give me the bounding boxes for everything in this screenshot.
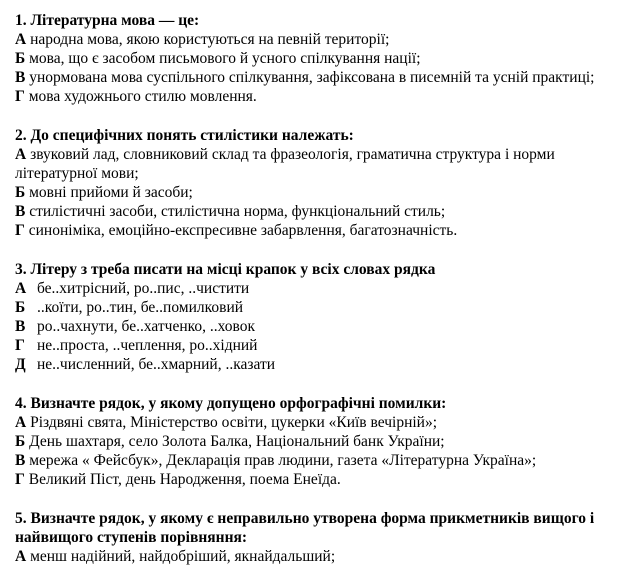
question-1	[15, 11, 625, 106]
option-text: унормована мова суспільного спілкування, зафіксована в писемній та усній практиці;	[25, 69, 595, 86]
option-letter: Б	[15, 433, 26, 450]
question-title: 1. Літературна мова — це:	[15, 12, 200, 29]
option-letter: Г	[15, 337, 25, 354]
option-letter: Г	[15, 222, 25, 239]
option-letter: Б	[15, 50, 26, 67]
answer-option	[15, 279, 625, 298]
option-letter: Д	[15, 356, 26, 373]
answer-option	[15, 68, 625, 87]
question-title: 5. Визначте рядок, у якому є неправильно утворена форма прикметників вищого і найвищого ступенів порівняння:	[15, 510, 595, 546]
answer-option	[15, 413, 625, 432]
question-title: 2. До специфічних понять стилістики належать:	[15, 127, 354, 144]
option-text: менш надійний, найдобріший, якнайдальший;	[26, 548, 336, 565]
option-text: не..численний, бе..хмарний, ..казати	[37, 356, 276, 373]
answer-option	[15, 355, 625, 374]
answer-option	[15, 470, 625, 489]
question-4	[15, 394, 625, 489]
option-letter: А	[15, 280, 27, 297]
option-letter: Б	[15, 299, 26, 316]
answer-option	[15, 87, 625, 106]
option-text: синоніміка, емоційно-експресивне забарвлення, багатозначність.	[24, 222, 458, 239]
question-5	[15, 509, 625, 566]
answer-option	[15, 49, 625, 68]
answer-option	[15, 317, 625, 336]
option-text: ..коїти, ро..тин, бе..помилковий	[37, 299, 244, 316]
option-letter: А	[15, 31, 27, 48]
option-letter: В	[15, 203, 26, 220]
answer-option	[15, 432, 625, 451]
option-letter: А	[15, 146, 27, 163]
option-letter: В	[15, 318, 26, 335]
answer-option	[15, 336, 625, 355]
answer-option	[15, 221, 625, 240]
answer-option	[15, 30, 625, 49]
option-letter: Б	[15, 184, 26, 201]
option-letter: А	[15, 414, 27, 431]
option-text: мовні прийоми й засоби;	[25, 184, 193, 201]
question-3	[15, 260, 625, 374]
option-letter: Г	[15, 88, 25, 105]
option-letter: В	[15, 452, 26, 469]
option-text: не..проста, ..чеплення, ро..хідний	[37, 337, 258, 354]
option-text: народна мова, якою користуються на певній території;	[26, 31, 390, 48]
answer-option	[15, 202, 625, 221]
option-text: звуковий лад, словниковий склад та фразеологія, граматична структура і норми літературної мови;	[15, 146, 555, 182]
option-text: мережа « Фейсбук», Декларація прав людини, газета «Літературна Україна»;	[25, 452, 537, 469]
option-text: стилістичні засоби, стилістична норма, функціональний стиль;	[25, 203, 446, 220]
option-letter: В	[15, 69, 26, 86]
option-text: День шахтаря, село Золота Балка, Національний банк України;	[25, 433, 445, 450]
option-text: мова художнього стилю мовлення.	[24, 88, 257, 105]
option-letter: А	[15, 548, 27, 565]
option-text: мова, що є засобом письмового й усного спілкування нації;	[25, 50, 421, 67]
question-title: 3. Літеру з треба писати на місці крапок у всіх словах рядка	[15, 261, 436, 278]
question-title: 4. Визначте рядок, у якому допущено орфографічні помилки:	[15, 395, 447, 412]
question-2	[15, 126, 625, 240]
answer-option	[15, 145, 625, 183]
option-text: Різдвяні свята, Міністерство освіти, цукерки «Київ вечірній»;	[26, 414, 438, 431]
option-text: бе..хитрісний, ро..пис, ..чистити	[37, 280, 250, 297]
answer-option	[15, 298, 625, 317]
answer-option	[15, 451, 625, 470]
option-letter: Г	[15, 471, 25, 488]
option-text: ро..чахнути, бе..хатченко, ..ховок	[37, 318, 256, 335]
answer-option	[15, 183, 625, 202]
answer-option	[15, 547, 625, 566]
option-text: Великий Піст, день Народження, поема Енеїда.	[24, 471, 341, 488]
